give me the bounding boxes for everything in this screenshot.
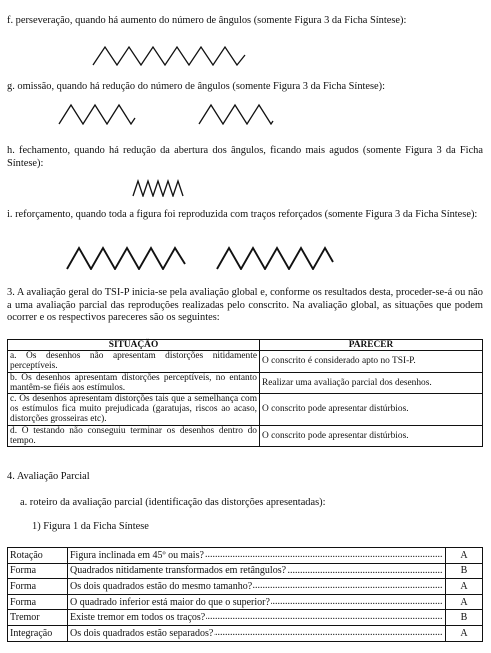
- category-cell: Tremor: [8, 610, 68, 626]
- perseveration-zigzag-figure: [92, 44, 246, 66]
- situacao-cell: d. O testando não conseguiu terminar os desenhos dentro do tempo.: [8, 425, 260, 446]
- parecer-cell: Realizar uma avaliação parcial dos desenhos.: [260, 372, 483, 393]
- table-row: [8, 394, 483, 426]
- question-cell: Os dois quadrados estão do mesmo tamanho?: [70, 580, 253, 592]
- table-row: [8, 594, 483, 610]
- code-cell: A: [446, 594, 483, 610]
- question-cell: Existe tremor em todos os traços?: [70, 612, 206, 624]
- table-row: [8, 610, 483, 626]
- parecer-cell: O conscrito é considerado apto no TSI-P.: [260, 351, 483, 372]
- item-f-text: f. perseveração, quando há aumento do número de ângulos (somente Figura 3 da Ficha Síntese):: [7, 15, 407, 26]
- table-row: [8, 563, 483, 579]
- table-row: [8, 351, 483, 372]
- table-row: [8, 425, 483, 446]
- table-row: [8, 548, 483, 564]
- code-cell: B: [446, 610, 483, 626]
- question-cell: Quadrados nitidamente transformados em retângulos?: [70, 565, 287, 577]
- reinforcement-zigzag-figure-1: [66, 244, 186, 270]
- item-g-text: g. omissão, quando há redução do número de ângulos (somente Figura 3 da Ficha Síntese):: [7, 81, 386, 92]
- code-cell: A: [446, 625, 483, 641]
- category-cell: Forma: [8, 579, 68, 595]
- section4-title: 4. Avaliação Parcial: [7, 471, 90, 482]
- parecer-cell: O conscrito pode apresentar distúrbios.: [260, 394, 483, 426]
- category-cell: Forma: [8, 563, 68, 579]
- section3-text: 3. A avaliação geral do TSI-P inicia-se pela avaliação global e, conforme os resultados desta, proceder-se-á ou não a uma avaliação parcial das reproduções realizadas pelo conscrito. Na avaliação global, as situações que podem ocorrer e os respectivos pareceres são os seguintes:: [7, 287, 483, 324]
- section4-subtitle-a: a. roteiro da avaliação parcial (identificação das distorções apresentadas):: [20, 497, 326, 508]
- category-cell: Integração: [8, 625, 68, 641]
- question-cell: O quadrado inferior está maior do que o superior?: [70, 596, 270, 608]
- item-h-text: h. fechamento, quando há redução da abertura dos ângulos, ficando mais agudos (somente Figura 3 da Ficha Síntese):: [7, 145, 483, 169]
- table-row: [8, 579, 483, 595]
- situacao-cell: a. Os desenhos não apresentam distorções nitidamente perceptíveis.: [8, 351, 260, 372]
- parecer-cell: O conscrito pode apresentar distúrbios.: [260, 425, 483, 446]
- code-cell: A: [446, 579, 483, 595]
- global-evaluation-table: [7, 339, 483, 447]
- category-cell: Forma: [8, 594, 68, 610]
- item-i-text: i. reforçamento, quando toda a figura foi reproduzida com traços reforçados (somente Figura 3 da Ficha Síntese):: [7, 209, 478, 220]
- code-cell: A: [446, 548, 483, 564]
- situacao-cell: c. Os desenhos apresentam distorções tais que a semelhança com os estímulos fica muito prejudicada (garatujas, riscos ao acaso, distorções grosseiras etc).: [8, 394, 260, 426]
- code-cell: B: [446, 563, 483, 579]
- situacao-cell: b. Os desenhos apresentam distorções perceptíveis, no entanto mantêm-se fiéis aos estímulos.: [8, 372, 260, 393]
- header-situacao: SITUAÇÃO: [8, 340, 260, 351]
- category-cell: Rotação: [8, 548, 68, 564]
- partial-evaluation-table: [7, 547, 483, 642]
- question-cell: Os dois quadrados estão separados?: [70, 627, 214, 639]
- table-row: [8, 625, 483, 641]
- table-header-row: [8, 340, 483, 351]
- section4-subtitle-1: 1) Figura 1 da Ficha Síntese: [32, 521, 149, 532]
- header-parecer: PARECER: [260, 340, 483, 351]
- table-row: [8, 372, 483, 393]
- closure-zigzag-figure: [132, 179, 184, 197]
- omission-zigzag-figure-2: [198, 101, 274, 125]
- reinforcement-zigzag-figure-2: [216, 244, 334, 270]
- question-cell: Figura inclinada em 45º ou mais?: [70, 549, 204, 561]
- omission-zigzag-figure-1: [58, 101, 136, 125]
